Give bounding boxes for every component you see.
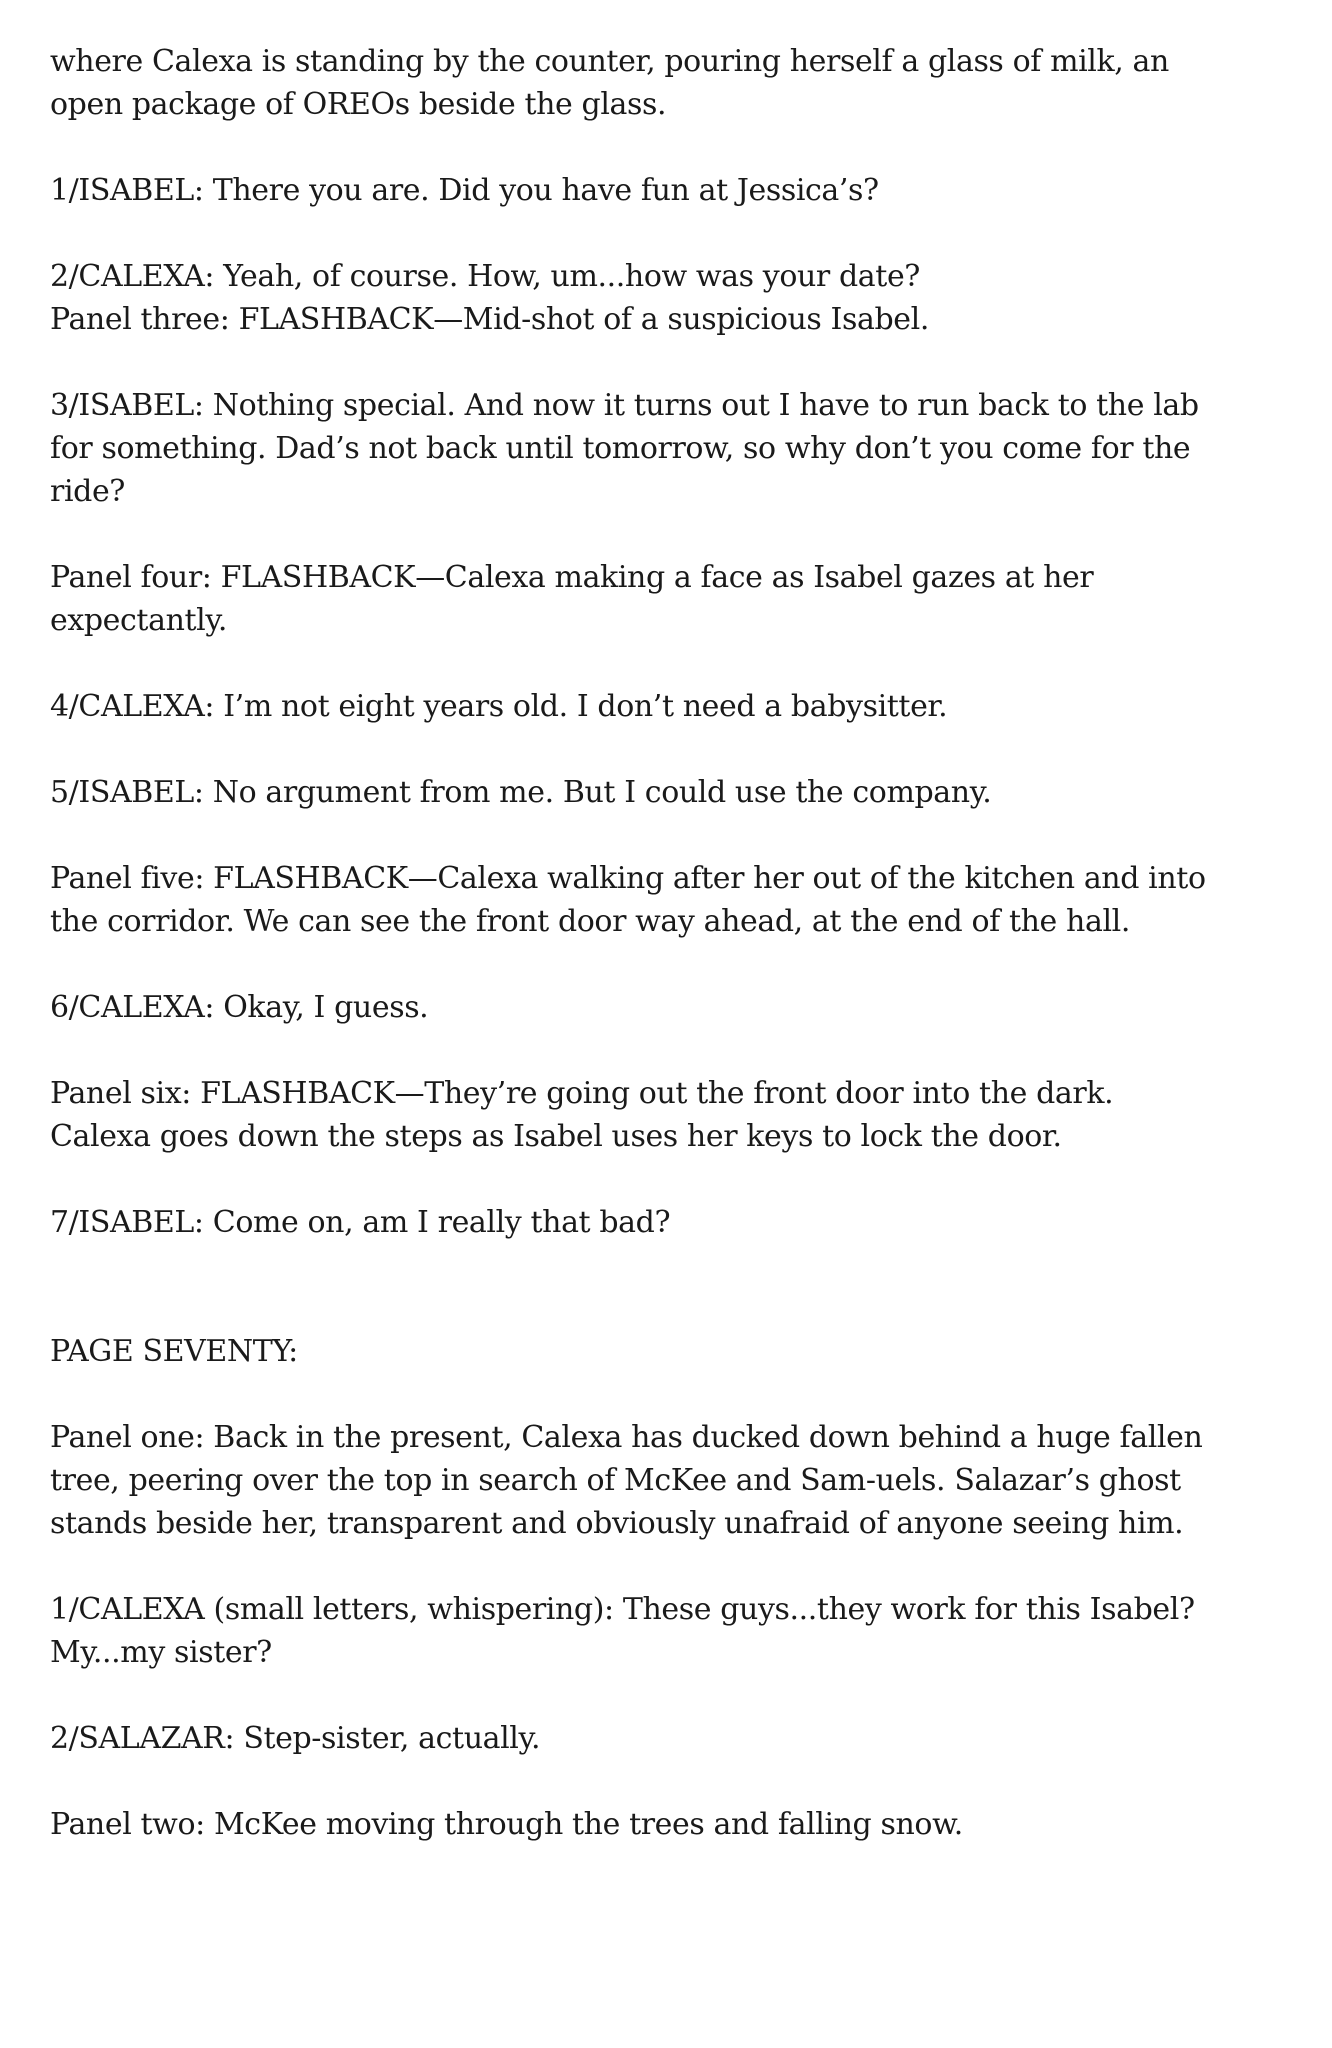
panel-one-description: Panel one: Back in the present, Calexa has ducked down behind a huge fallen tree, peering over the top in search of McKee and Sam-uels. Salazar’s ghost stands beside her, transparent and obviously unafraid of anyone seeing him.	[50, 1420, 1203, 1541]
dialogue-calexa-4: 4/CALEXA: I’m not eight years old. I don’t need a babysitter.	[50, 689, 948, 724]
dialogue-isabel-7: 7/ISABEL: Come on, am I really that bad?	[50, 1205, 671, 1240]
panel-two-description: Panel two: McKee moving through the trees and falling snow.	[50, 1807, 963, 1842]
dialogue-isabel-5: 5/ISABEL: No argument from me. But I could use the company.	[50, 775, 992, 810]
dialogue-isabel-3: 3/ISABEL: Nothing special. And now it turns out I have to run back to the lab for something. Dad’s not back until tomorrow, so why don’t you come for the ride?	[50, 388, 1199, 509]
dialogue-salazar-2: 2/SALAZAR: Step-sister, actually.	[50, 1721, 541, 1756]
page-heading: PAGE SEVENTY:	[50, 1334, 298, 1369]
dialogue-calexa-6: 6/CALEXA: Okay, I guess.	[50, 990, 429, 1025]
dialogue-isabel-1: 1/ISABEL: There you are. Did you have fun at Jessica’s?	[50, 173, 879, 208]
panel-three-description: Panel three: FLASHBACK—Mid-shot of a suspicious Isabel.	[50, 302, 929, 337]
scene-description: where Calexa is standing by the counter, pouring herself a glass of milk, an open package of OREOs beside the glass.	[50, 44, 1169, 122]
panel-six-description: Panel six: FLASHBACK—They’re going out the front door into the dark. Calexa goes down the steps as Isabel uses her keys to lock the door.	[50, 1076, 1114, 1154]
dialogue-calexa-2: 2/CALEXA: Yeah, of course. How, um...how was your date?	[50, 259, 920, 294]
panel-five-description: Panel five: FLASHBACK—Calexa walking after her out of the kitchen and into the corridor. We can see the front door way ahead, at the end of the hall.	[50, 861, 1206, 939]
script-body	[50, 40, 1210, 1889]
dialogue-calexa-1: 1/CALEXA (small letters, whispering): These guys...they work for this Isabel? My...my sister?	[50, 1592, 1195, 1670]
panel-four-description: Panel four: FLASHBACK—Calexa making a face as Isabel gazes at her expectantly.	[50, 560, 1094, 638]
